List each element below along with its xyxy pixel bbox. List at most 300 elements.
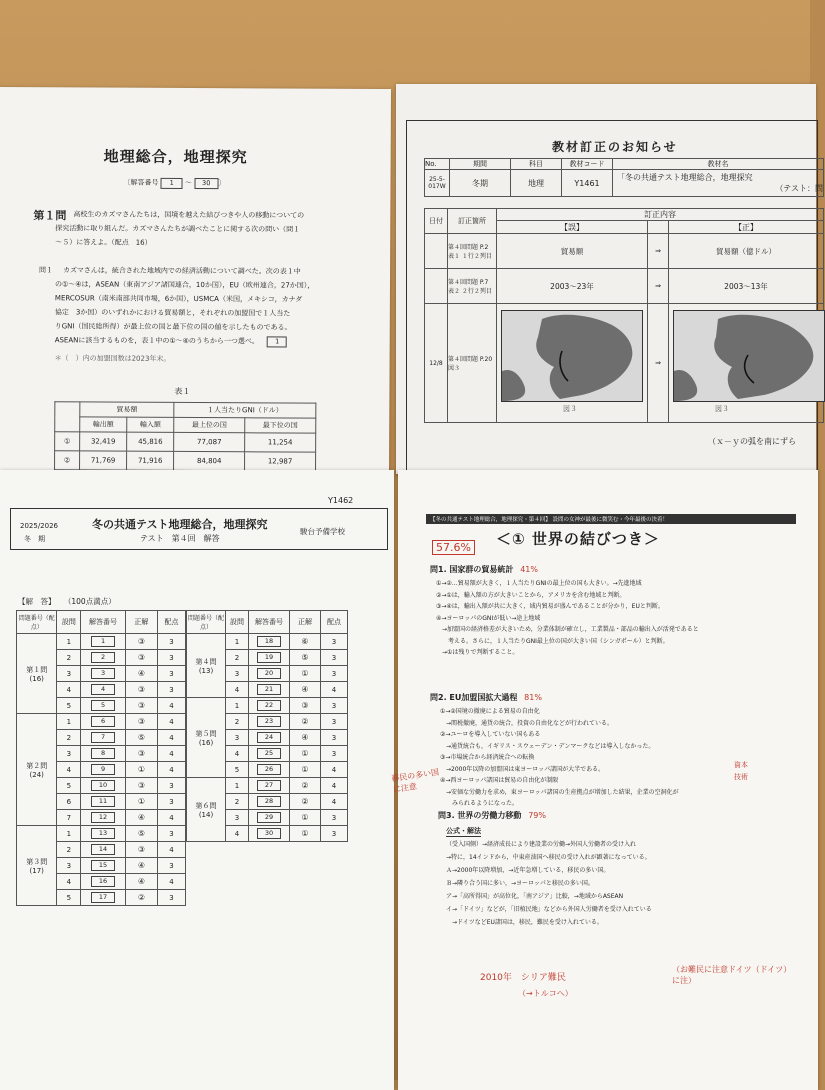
answer-number: 16 — [91, 876, 115, 887]
correct-answer: ④ — [137, 669, 145, 678]
correct-cell — [290, 714, 321, 730]
correction-label: 訂正内容 — [497, 209, 824, 221]
map-caption-wrong: 図３ — [563, 405, 577, 413]
footnote: ＊（ ）内の加盟国数は2023年末。 — [54, 354, 171, 363]
correct-cell — [125, 874, 157, 890]
cell-top: 84,804 — [174, 451, 245, 470]
col-import: 輸入額 — [127, 417, 174, 432]
h-sub: 設問 — [57, 611, 81, 634]
row-label: ① — [55, 432, 80, 451]
answer-number: 10 — [91, 780, 115, 791]
explanation-line: →関税撤廃，通貨の統合，投資の自由化などが行われている。 — [440, 719, 614, 727]
answer-number-cell — [81, 714, 126, 730]
correct-cell — [125, 826, 157, 842]
sub-question-label: 問１ — [39, 266, 54, 275]
correct-answer: ① — [301, 829, 309, 838]
head-code: 教材コード — [562, 159, 613, 170]
answer-row — [187, 634, 348, 650]
correction-row — [425, 269, 824, 304]
points: 4 — [321, 778, 348, 794]
sub-number: 3 — [226, 810, 249, 826]
explanation-line: ③→市場統合から経済統合への転換 — [440, 754, 535, 761]
col-gni: １人当たりGNI（ドル） — [174, 402, 316, 418]
answer-number-cell — [81, 682, 126, 698]
h-qno: 問題番号（配点） — [17, 611, 57, 634]
date-cell — [425, 234, 448, 269]
cell-import: 45,816 — [127, 432, 174, 451]
correct-cell — [290, 698, 321, 714]
answer-number: 22 — [257, 700, 281, 711]
answer-number: 4 — [91, 684, 115, 695]
note-side: 移民の多い国に注意 — [390, 767, 440, 795]
sub-number: 1 — [57, 826, 81, 842]
answer-number-cell — [81, 842, 126, 858]
answer-number: 21 — [257, 684, 281, 695]
answer-number-cell — [249, 682, 290, 698]
explanation-line: ア→「高所得国」が高位化，「南アジア」比較，→地域からASEAN — [446, 893, 624, 900]
points: 3 — [321, 698, 348, 714]
correct-answer: ③ — [137, 845, 145, 854]
explanation-line: ③→④は，輸出入額が共に大きく，域内貿易が盛んであることが分かり，EUと判断。 — [436, 603, 664, 610]
correct-cell — [125, 778, 157, 794]
answer-number: 11 — [91, 796, 115, 807]
points: 3 — [157, 682, 185, 698]
answer-number-cell — [81, 810, 126, 826]
trade-table — [54, 401, 316, 471]
correct-answer: ③ — [137, 653, 145, 662]
q3-explanation — [446, 838, 652, 929]
question-group-label: 第３問 — [26, 857, 48, 866]
map-figure-wrong — [501, 310, 643, 402]
points: 3 — [157, 666, 185, 682]
answer-number-cell — [249, 762, 290, 778]
answer-number-cell — [249, 650, 290, 666]
points: 3 — [321, 634, 348, 650]
answer-number: 24 — [257, 732, 281, 743]
answer-number-cell — [81, 746, 126, 762]
sub-number: 2 — [57, 730, 81, 746]
correct-answer: ① — [137, 797, 145, 806]
correct-cell — [125, 858, 157, 874]
correction-note: （ｘ－ｙの弧を南にずら — [708, 437, 796, 446]
answer-number: 20 — [257, 668, 281, 679]
points: 4 — [157, 810, 185, 826]
map-outline — [502, 311, 642, 401]
correct-answer: ⑤ — [137, 733, 145, 742]
correct-answer: ④ — [301, 685, 309, 694]
question-group-label: 第６問 — [195, 801, 217, 810]
points: 4 — [321, 682, 348, 698]
points: 4 — [321, 794, 348, 810]
head-name: 教材名 — [613, 159, 824, 170]
correction-row — [425, 234, 824, 269]
map-outline — [674, 311, 824, 401]
question-group-label: 第２問 — [26, 761, 48, 770]
question-group-points: (14) — [198, 810, 214, 819]
explanation-line: →ドイツなどEU諸国は，移民，難民を受け入れている。 — [446, 919, 603, 926]
answer-number: 2 — [91, 652, 115, 663]
answer-number: 3 — [91, 668, 115, 679]
question-group-cell — [17, 826, 57, 906]
sub-number: 7 — [57, 810, 81, 826]
row-code: Y1461 — [562, 170, 613, 197]
sub-number: 1 — [226, 778, 249, 794]
sub-number: 5 — [57, 778, 81, 794]
correct-answer: ① — [137, 765, 145, 774]
correct-answer: ① — [301, 765, 309, 774]
correct-answer: ④ — [301, 733, 309, 742]
points: 3 — [321, 826, 348, 842]
col-place: 訂正箇所 — [448, 209, 497, 234]
answer-section-label — [18, 596, 116, 607]
correct-cell — [125, 634, 157, 650]
sub-number: 2 — [57, 650, 81, 666]
answer-number: 7 — [91, 732, 115, 743]
sub-question-line: りGNI（国民総所得）が最上位の国と最下位の国の値を示したものである。 — [54, 322, 292, 332]
sub-number: 4 — [57, 682, 81, 698]
map-caption-right: 図３ — [715, 405, 729, 413]
answer-number-cell — [81, 634, 126, 650]
answer-number-label: 〔解答番号 — [123, 178, 159, 187]
answer-subtitle: テスト 第４回 解答 — [140, 534, 220, 543]
question-group-cell — [17, 714, 57, 826]
correct-answer: ⑥ — [301, 637, 309, 646]
answer-number-cell — [249, 698, 290, 714]
answer-number: 19 — [257, 652, 281, 663]
correct-cell — [290, 730, 321, 746]
points: 3 — [157, 826, 185, 842]
answer-number-cell — [249, 730, 290, 746]
correct-cell — [290, 682, 321, 698]
explanation-line: →2000年以降の加盟国は東ヨーロッパ諸国が大半である。 — [440, 765, 605, 773]
q1-title-text: 問1. 国家群の貿易統計 — [430, 565, 514, 574]
answer-number: 1 — [91, 636, 115, 647]
sub-number: 4 — [57, 762, 81, 778]
question-group-cell — [17, 634, 57, 714]
explanation-line: →安価な労働力を求め，東ヨーロッパ諸国の生産拠点が増加した結果，企業の空洞化が — [440, 788, 679, 796]
note-right: （お難民に注意ドイツ（ドイツ）に注） — [672, 965, 792, 985]
correct-cell — [290, 746, 321, 762]
explanation-line: →特に，14インドから，中東産油国へ移民の受け入れが顕著になっている。 — [446, 854, 651, 861]
commentary-title: ＜① 世界の結びつき＞ — [496, 530, 660, 548]
answer-number-cell — [249, 826, 290, 842]
answer-row — [17, 826, 186, 842]
answer-table-right — [186, 610, 348, 842]
points: 3 — [157, 794, 185, 810]
wrong-cell: 2003～23年 — [497, 269, 648, 304]
question-group-label: 第４問 — [195, 657, 217, 666]
answer-number-cell — [249, 666, 290, 682]
correct-answer: ④ — [137, 877, 145, 886]
sub-number: 5 — [57, 698, 81, 714]
explanation-line: ④→ヨーロッパのGNIが低い→途上地域 — [436, 614, 541, 622]
col-bottom: 最下位の国 — [245, 418, 316, 433]
q2-percent: 81% — [524, 693, 542, 702]
correct-cell — [290, 650, 321, 666]
answer-number: 9 — [91, 764, 115, 775]
question-group-cell — [187, 698, 226, 778]
q2-title-text: 問2. EU加盟国拡大過程 — [430, 693, 518, 702]
sub-number: 2 — [226, 794, 249, 810]
commentary-sheet — [390, 470, 818, 1090]
table-caption: 表１ — [174, 386, 191, 396]
h-correct: 正解 — [125, 611, 157, 634]
answer-number: 23 — [257, 716, 281, 727]
material-info-table — [424, 158, 824, 197]
explanation-line: Ｂ→隣り合う国に多い，→ヨーロッパと移民の多い国。 — [446, 880, 594, 887]
correct-answer: ③ — [137, 701, 145, 710]
explanation-line: イ→「ドイツ」などが，「旧植民地」などから外国人労働者を受け入れている — [446, 906, 652, 913]
answer-number: 18 — [257, 636, 281, 647]
correct-cell — [290, 762, 321, 778]
h-qno: 問題番号（配点） — [187, 611, 226, 634]
correct-cell — [125, 714, 157, 730]
question-group-points: (16) — [29, 674, 44, 683]
points: 4 — [157, 698, 185, 714]
table-corner — [55, 402, 80, 432]
h-ans: 解答番号 — [81, 611, 126, 634]
sub-number: 3 — [57, 666, 81, 682]
sub-question-line — [55, 335, 288, 347]
date-cell — [425, 269, 448, 304]
wrong-map-cell — [497, 304, 648, 423]
correct-answer: ③ — [137, 749, 145, 758]
q3-title-text: 問3. 世界の労働力移動 — [438, 811, 522, 820]
answer-number-from: 1 — [161, 178, 183, 189]
correct-cell — [290, 666, 321, 682]
answer-number: 28 — [257, 796, 281, 807]
answer-number-cell — [249, 714, 290, 730]
explanation-line: （受入国側）→経済成長により建設業の労働→外国人労働者の受け入れ — [446, 841, 637, 848]
correct-answer: ④ — [137, 813, 145, 822]
points: 4 — [321, 762, 348, 778]
correct-answer: ③ — [137, 637, 145, 646]
notice-title: 教材訂正のお知らせ — [552, 140, 678, 154]
answer-number-cell — [81, 762, 126, 778]
h-points: 配点 — [157, 611, 185, 634]
correct-cell — [125, 762, 157, 778]
cell-bottom: 11,254 — [245, 433, 316, 452]
handwritten-score: 57.6% — [432, 540, 475, 555]
answer-row — [187, 778, 348, 794]
correct-answer: ③ — [137, 781, 145, 790]
q3-title — [438, 810, 546, 821]
correct-answer: ⑤ — [301, 653, 309, 662]
wrong-cell: 貿易額 — [497, 234, 648, 269]
correct-cell — [290, 778, 321, 794]
correct-answer: ③ — [137, 717, 145, 726]
q1-title — [430, 564, 538, 575]
points: 4 — [157, 730, 185, 746]
q1-text-line: 探究活動に取り組んだ。カズマさんたちが調べたことに関する次の問い（問１ — [55, 224, 301, 234]
q1-heading: 第１問 — [33, 209, 67, 223]
correct-cell — [290, 826, 321, 842]
answer-rows-right — [187, 634, 348, 842]
explanation-line: ①→②国境の撤廃による貿易の自由化 — [440, 708, 540, 715]
sub-number: 2 — [57, 842, 81, 858]
correct-cell — [125, 890, 157, 906]
place-cell: 第４回問題 P.7 表２ ２行２列目 — [448, 269, 497, 304]
note-tech: 技術 — [734, 773, 748, 781]
row-subject: 地理 — [511, 170, 562, 197]
sub-number: 3 — [57, 858, 81, 874]
answer-number: 27 — [257, 780, 281, 791]
note-2010: 2010年 シリア難民 — [480, 973, 566, 983]
note-capital: 資本 — [734, 761, 748, 769]
sub-question-line: 協定 3か国）のいずれかにおける貿易額と，それぞれの加盟国で１人当た — [54, 308, 291, 318]
correction-row — [425, 304, 824, 423]
correct-cell — [125, 730, 157, 746]
sub-question-line: の①～④は，ASEAN（東南アジア諸国連合，10か国），EU（欧州連合，27か国）， — [54, 280, 315, 290]
h-points: 配点 — [321, 611, 348, 634]
correct-answer: ① — [301, 669, 309, 678]
q1-text-line: 高校生のカズマさんたちは，国境を越えた結びつきや人の移動についての — [73, 210, 305, 220]
table-row — [55, 451, 316, 471]
date-cell: 12/8 — [425, 304, 448, 423]
points: 3 — [321, 650, 348, 666]
points: 4 — [157, 874, 185, 890]
row-name: 「冬の共通テスト地理総合，地理探究 — [617, 173, 753, 182]
h-correct: 正解 — [290, 611, 321, 634]
correct-answer: ③ — [301, 701, 309, 710]
sheet-code: Y1462 — [328, 496, 354, 505]
question-group-points: (13) — [198, 666, 214, 675]
sub-number: 1 — [226, 698, 249, 714]
cell-top: 77,087 — [174, 432, 245, 451]
correct-answer: ① — [301, 813, 309, 822]
answer-number-cell — [81, 666, 126, 682]
points: 3 — [321, 746, 348, 762]
correct-cell — [290, 810, 321, 826]
row-label: ② — [55, 451, 80, 470]
answer-number: 15 — [91, 860, 115, 871]
points: 3 — [321, 810, 348, 826]
sub-number: 3 — [226, 666, 249, 682]
answer-number: 13 — [91, 828, 115, 839]
question-group-label: 第５問 — [195, 729, 217, 738]
correction-notice-sheet — [396, 84, 823, 474]
col-date: 日付 — [425, 209, 448, 234]
row-no: 25-5-017W — [425, 170, 450, 197]
row-name-cell — [613, 170, 824, 197]
correct-cell — [125, 810, 157, 826]
explanation-line: →加盟国の経済格差が大きいため，分業体制が確立し，工業製品・部品の輸出入が活発であると — [436, 626, 699, 633]
q1-text-line: ～５）に答えよ。（配点 16） — [55, 238, 152, 247]
explanation-line: ②→①は，輸入額の方が大きいことから，アメリカを含む地域と判断。 — [436, 591, 626, 599]
h-ans: 解答番号 — [249, 611, 290, 634]
correct-answer: ④ — [137, 861, 145, 870]
correct-cell — [125, 650, 157, 666]
answer-box: 1 — [267, 336, 287, 347]
correct-cell — [290, 634, 321, 650]
explanation-line: →通貨統合も，イギリス・スウェーデン・デンマークなどは導入しなかった。 — [440, 742, 655, 750]
q2-title — [430, 692, 542, 703]
col-trade: 貿易額 — [80, 402, 174, 417]
points: 3 — [157, 778, 185, 794]
col-export: 輸出額 — [80, 417, 127, 432]
answer-number-cell — [249, 778, 290, 794]
answer-number: 8 — [91, 748, 115, 759]
sub-question-line-text: ASEANに該当するものを，表１中の①～④のうちから一つ選べ。 — [54, 336, 259, 346]
explanation-line: みられるようになった。 — [440, 800, 519, 807]
points: 3 — [321, 666, 348, 682]
points: 3 — [321, 714, 348, 730]
sub-number: 3 — [226, 730, 249, 746]
correct-answer: ① — [301, 749, 309, 758]
correct-answer: ③ — [137, 685, 145, 694]
sub-number: 6 — [57, 794, 81, 810]
commentary-banner: 【冬の共通テスト地理総合，地理探究・第４回】 設問の女神が最後に微笑む・今年最後の決着！ — [426, 514, 796, 524]
right-map-cell — [669, 304, 824, 423]
sub-number: 4 — [226, 746, 249, 762]
head-subject: 科目 — [511, 159, 562, 170]
arrow-col — [648, 221, 669, 234]
answer-number-range: 〔解答番号 1 ～ 30 〕 — [123, 178, 226, 188]
answer-number-cell — [81, 730, 126, 746]
table-row — [55, 432, 316, 452]
sub-number: 2 — [226, 650, 249, 666]
answer-number: 25 — [257, 748, 281, 759]
head-no: No. — [425, 159, 450, 170]
answer-number-cell — [81, 826, 126, 842]
answer-title: 冬の共通テスト地理総合，地理探究 — [92, 518, 268, 531]
explanation-line: ①→②…貿易額が大きく，１人当たりGNIの最上位の国も大きい。→先進地域 — [436, 580, 642, 587]
q1-explanation — [436, 578, 699, 659]
cell-export: 71,769 — [80, 451, 127, 470]
answer-row — [187, 698, 348, 714]
exam-question-sheet — [0, 87, 391, 479]
answer-key-sheet — [0, 470, 394, 1090]
q1-percent: 41% — [520, 565, 538, 574]
answer-rows-left — [17, 634, 186, 906]
place-cell: 第４回問題 P.2 表１ １行２列目 — [448, 234, 497, 269]
sub-question-line: カズマさんは，統合された地域内での経済活動について調べた。次の表１中 — [63, 266, 301, 276]
row-period: 冬期 — [450, 170, 511, 197]
place-cell: 第４回問題 P.20 図３ — [448, 304, 497, 423]
right-cell: 貿易額（億ドル） — [669, 234, 824, 269]
answer-table-left — [16, 610, 186, 906]
points: 4 — [157, 746, 185, 762]
sub-number: 5 — [226, 762, 249, 778]
explanation-line: Ａ→2000年以降増加，→近年急増している，移民の多い国。 — [446, 867, 610, 874]
answer-row — [17, 634, 186, 650]
answer-number: 26 — [257, 764, 281, 775]
correct-cell — [125, 746, 157, 762]
header-year: 2025/2026 — [20, 522, 58, 530]
answer-number-cell — [249, 810, 290, 826]
points: 3 — [157, 890, 185, 906]
h-sub: 設問 — [226, 611, 249, 634]
sub-number: 1 — [57, 714, 81, 730]
sub-number: 4 — [226, 826, 249, 842]
sub-number: 4 — [226, 682, 249, 698]
correct-cell — [125, 842, 157, 858]
arrow: ⇒ — [648, 304, 669, 423]
sub-number: 1 — [226, 634, 249, 650]
head-period: 期間 — [450, 159, 511, 170]
explanation-line: →①は残りで判断すること。 — [436, 649, 519, 656]
right-cell: 2003～13年 — [669, 269, 824, 304]
question-group-points: (24) — [29, 770, 44, 779]
correct-answer: ② — [301, 717, 309, 726]
map-figure-right — [673, 310, 825, 402]
answer-number-cell — [81, 650, 126, 666]
col-top: 最上位の国 — [174, 417, 245, 432]
explanation-line: 考える。さらに，１人当たりGNI最上位の国が大きい国（シンガポール）と判断。 — [436, 637, 669, 645]
points: 3 — [157, 858, 185, 874]
answer-number: 5 — [91, 700, 115, 711]
points: 3 — [157, 650, 185, 666]
